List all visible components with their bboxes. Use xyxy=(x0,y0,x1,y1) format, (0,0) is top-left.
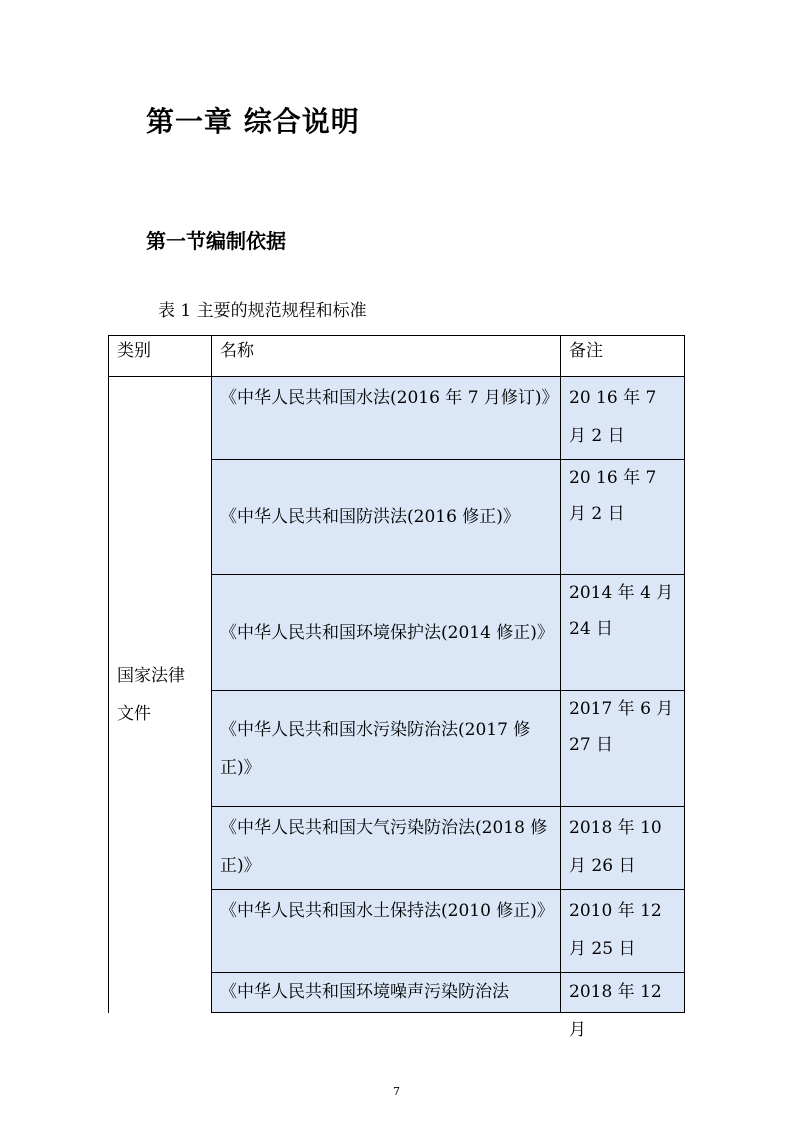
header-note: 备注 xyxy=(560,335,685,377)
row-name-text: 《中华人民共和国水土保持法(2010 修正)》 xyxy=(220,901,554,921)
table-row-name xyxy=(211,376,561,460)
row-name-text: 《中华人民共和国防洪法(2016 修正)》 xyxy=(220,507,520,527)
row-note-text: 2018 年 10 月 26 日 xyxy=(569,818,662,876)
row-name-text: 《中华人民共和国水法(2016 年 7 月修订)》 xyxy=(220,388,559,408)
table-row-note xyxy=(560,459,685,575)
table-row-name xyxy=(211,806,561,890)
row-note-text: 2017 年 6 月 27 日 xyxy=(569,699,674,755)
row-note-text: 2010 年 12 月 25 日 xyxy=(569,901,662,959)
row-note-text: 2014 年 4 月 24 日 xyxy=(569,583,674,639)
table-row-note xyxy=(560,574,685,691)
table-row-name xyxy=(211,574,561,691)
table-row-note xyxy=(560,972,685,1040)
header-category: 类别 xyxy=(108,335,212,377)
table-caption: 表 1 主要的规范规程和标准 xyxy=(158,301,367,321)
chapter-title: 第一章 综合说明 xyxy=(146,105,360,138)
row-name-text: 《中华人民共和国大气污染防治法(2018 修正)》 xyxy=(220,818,548,876)
row-note-text: 20 16 年 7 月 2 日 xyxy=(569,468,657,524)
category-label-line1: 国家法律 xyxy=(117,666,185,686)
category-label-line2: 文件 xyxy=(117,704,151,724)
table-row-note xyxy=(560,376,685,460)
table-row-name xyxy=(211,459,561,575)
category-cell xyxy=(108,376,212,1013)
row-note-text: 20 16 年 7 月 2 日 xyxy=(569,388,657,446)
table-row-name xyxy=(211,690,561,807)
page-number: 7 xyxy=(393,1085,400,1098)
row-name-text: 《中华人民共和国环境噪声污染防治法 xyxy=(220,982,509,1002)
table-row-note xyxy=(560,806,685,890)
table-row-name xyxy=(211,889,561,973)
row-note-text: 2018 年 12 月 xyxy=(569,982,662,1040)
section-title: 第一节编制依据 xyxy=(146,229,286,253)
standards-table xyxy=(108,335,685,1040)
row-name-text: 《中华人民共和国水污染防治法(2017 修正)》 xyxy=(220,719,531,778)
table-row-note xyxy=(560,889,685,973)
header-name: 名称 xyxy=(211,335,561,377)
table-row-note xyxy=(560,690,685,807)
table-row-name xyxy=(211,972,561,1013)
row-name-text: 《中华人民共和国环境保护法(2014 修正)》 xyxy=(220,622,554,643)
